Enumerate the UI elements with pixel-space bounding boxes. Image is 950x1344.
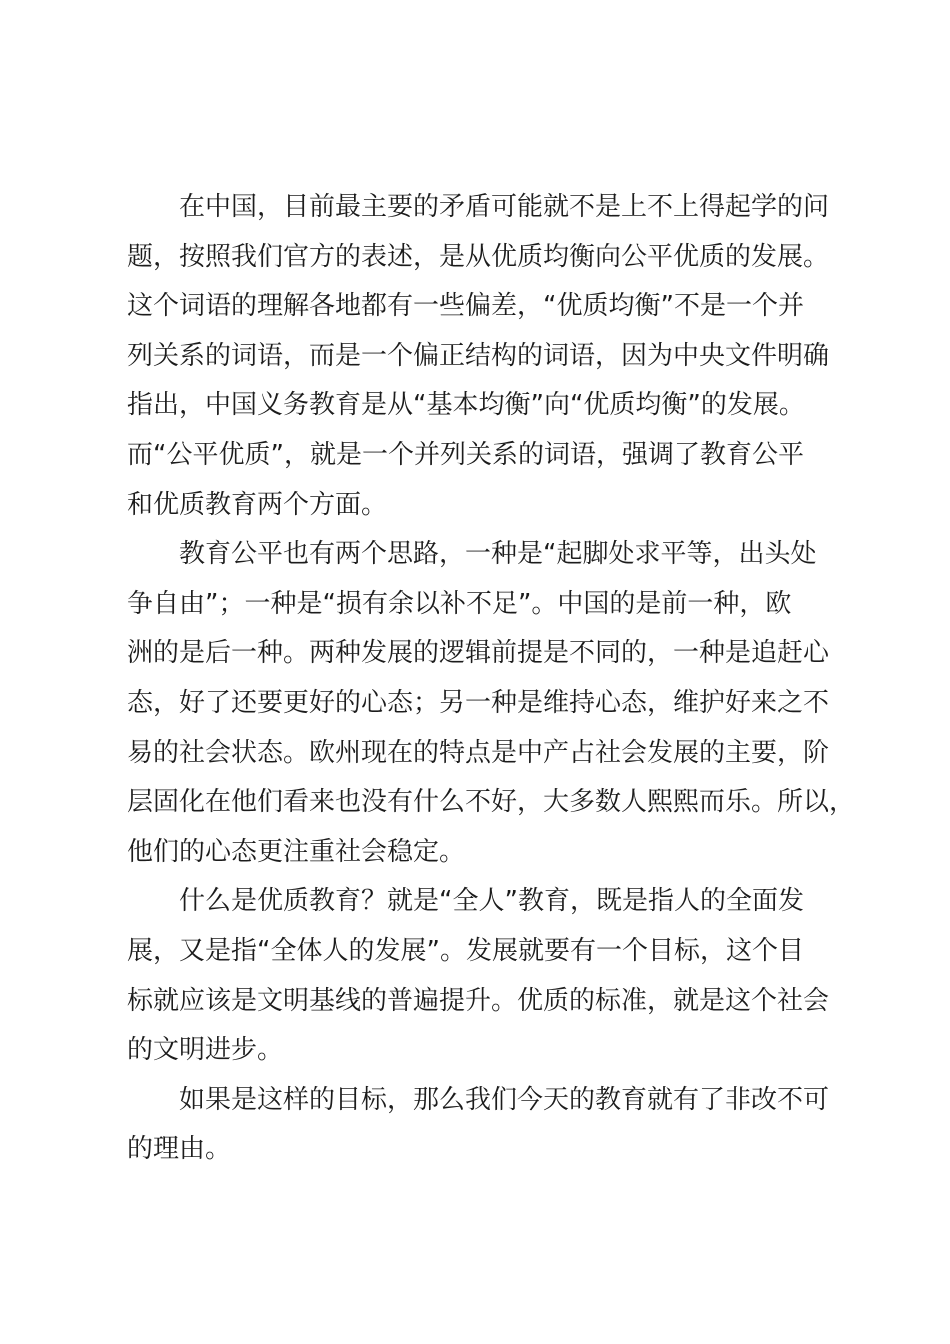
text-line: 易的社会状态。欧州现在的特点是中产占社会发展的主要，阶 bbox=[127, 737, 830, 768]
text-line: 展，又是指“全体人的发展”。发展就要有一个目标，这个目 bbox=[127, 935, 804, 966]
paragraph-3 bbox=[127, 877, 835, 1075]
text-line: 的理由。 bbox=[127, 1134, 232, 1165]
paragraph-4 bbox=[127, 1076, 835, 1175]
text-line: 层固化在他们看来也没有什么不好，大多数人熙熙而乐。所以， bbox=[127, 787, 856, 818]
text-line: 洲的是后一种。两种发展的逻辑前提是不同的，一种是追赶心 bbox=[127, 638, 830, 669]
paragraph-1 bbox=[127, 183, 835, 530]
text-line: 什么是优质教育？就是“全人”教育，既是指人的全面发 bbox=[179, 886, 804, 917]
text-line: 这个词语的理解各地都有一些偏差，“优质均衡”不是一个并 bbox=[127, 291, 804, 322]
paragraph-2 bbox=[127, 530, 856, 877]
text-line: 列关系的词语，而是一个偏正结构的词语，因为中央文件明确 bbox=[127, 340, 830, 371]
text-line: 如果是这样的目标，那么我们今天的教育就有了非改不可 bbox=[179, 1084, 830, 1115]
text-line: 而“公平优质”，就是一个并列关系的词语，强调了教育公平 bbox=[127, 439, 804, 470]
text-line: 和优质教育两个方面。 bbox=[127, 489, 388, 520]
text-line: 态，好了还要更好的心态；另一种是维持心态，维护好来之不 bbox=[127, 687, 830, 718]
text-line: 题，按照我们官方的表述，是从优质均衡向公平优质的发展。 bbox=[127, 241, 830, 272]
text-line: 他们的心态更注重社会稳定。 bbox=[127, 836, 466, 867]
text-line: 的文明进步。 bbox=[127, 1035, 284, 1066]
text-line: 指出，中国义务教育是从“基本均衡”向“优质均衡”的发展。 bbox=[127, 390, 805, 421]
text-line: 在中国，目前最主要的矛盾可能就不是上不上得起学的问 bbox=[179, 192, 830, 222]
text-line: 标就应该是文明基线的普遍提升。优质的标准，就是这个社会 bbox=[127, 985, 830, 1016]
text-line: 争自由”；一种是“损有余以补不足”。中国的是前一种，欧 bbox=[127, 588, 792, 619]
document-body bbox=[127, 183, 856, 1175]
text-line: 教育公平也有两个思路，一种是“起脚处求平等，出头处 bbox=[179, 539, 817, 570]
